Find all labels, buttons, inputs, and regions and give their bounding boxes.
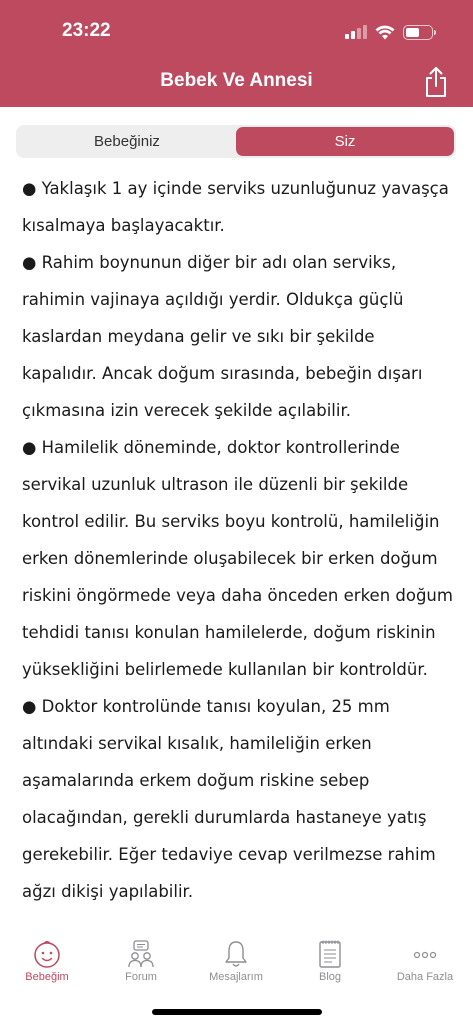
bell-icon [221, 939, 251, 969]
notepad-icon [315, 939, 345, 969]
forum-people-icon [126, 939, 156, 969]
tab-mesajlarim[interactable] [189, 935, 283, 991]
segmented-control [16, 125, 456, 158]
baby-face-icon [32, 939, 62, 969]
tab-label: Daha Fazla [396, 971, 454, 983]
cellular-signal-icon [345, 25, 367, 39]
tab-label: Blog [318, 971, 342, 983]
tab-label: Bebeğim [25, 971, 69, 983]
status-icons [345, 22, 433, 42]
status-time: 23:22 [62, 20, 111, 41]
more-dots-icon [410, 939, 440, 969]
tab-label: Mesajlarım [209, 971, 263, 983]
wifi-icon [375, 25, 395, 40]
paragraph: ● Yaklaşık 1 ay içinde serviks uzunluğunuz yavaşça kısalmaya başlayacaktır. [22, 179, 449, 235]
nav-header [0, 0, 473, 107]
segment-bebeginiz[interactable]: Bebeğiniz [94, 133, 160, 150]
paragraph: ● Hamilelik döneminde, doktor kontrollerinde servikal uzunluk ultrason ile düzenli bir şekilde kontrol edilir. Bu serviks boyu kontrolü, hamileliğin erken dönemlerinde oluşabilecek bir erken doğum riskini öngörmede veya daha önceden erken doğum tehdidi tanısı konulan hamilelerde, doğum riskinin yüksekliğini belirlemede kullanılan bir kontroldür. [22, 438, 453, 679]
home-indicator[interactable] [152, 1009, 322, 1015]
article-content [22, 170, 454, 910]
tab-bebegim[interactable] [0, 935, 94, 991]
paragraph: ● Rahim boynunun diğer bir adı olan serviks, rahimin vajinaya açıldığı yerdir. Oldukça güçlü kaslardan meydana gelir ve sıkı bir şekilde kapalıdır. Ancak doğum sırasında, bebeğin dışarı çıkmasına izin verecek şekilde açılabilir. [22, 253, 423, 420]
paragraph: ● Doktor kontrolünde tanısı koyulan, 25 mm altındaki servikal kısalık, hamileliğin erken aşamalarında erkem doğum riskine sebep olacağından, gerekli durumlarda hastaneye yatış gerekebilir. Eğer tedaviye cevap verilmezse rahim ağzı dikişi yapılabilir. [22, 697, 436, 901]
battery-icon [403, 25, 433, 40]
tab-daha-fazla[interactable] [378, 935, 472, 991]
segment-siz[interactable]: Siz [236, 127, 454, 156]
share-icon[interactable] [423, 66, 449, 98]
page-title: Bebek Ve Annesi [160, 70, 313, 91]
tab-forum[interactable] [94, 935, 188, 991]
tab-label: Forum [125, 971, 157, 983]
tab-blog[interactable] [283, 935, 377, 991]
